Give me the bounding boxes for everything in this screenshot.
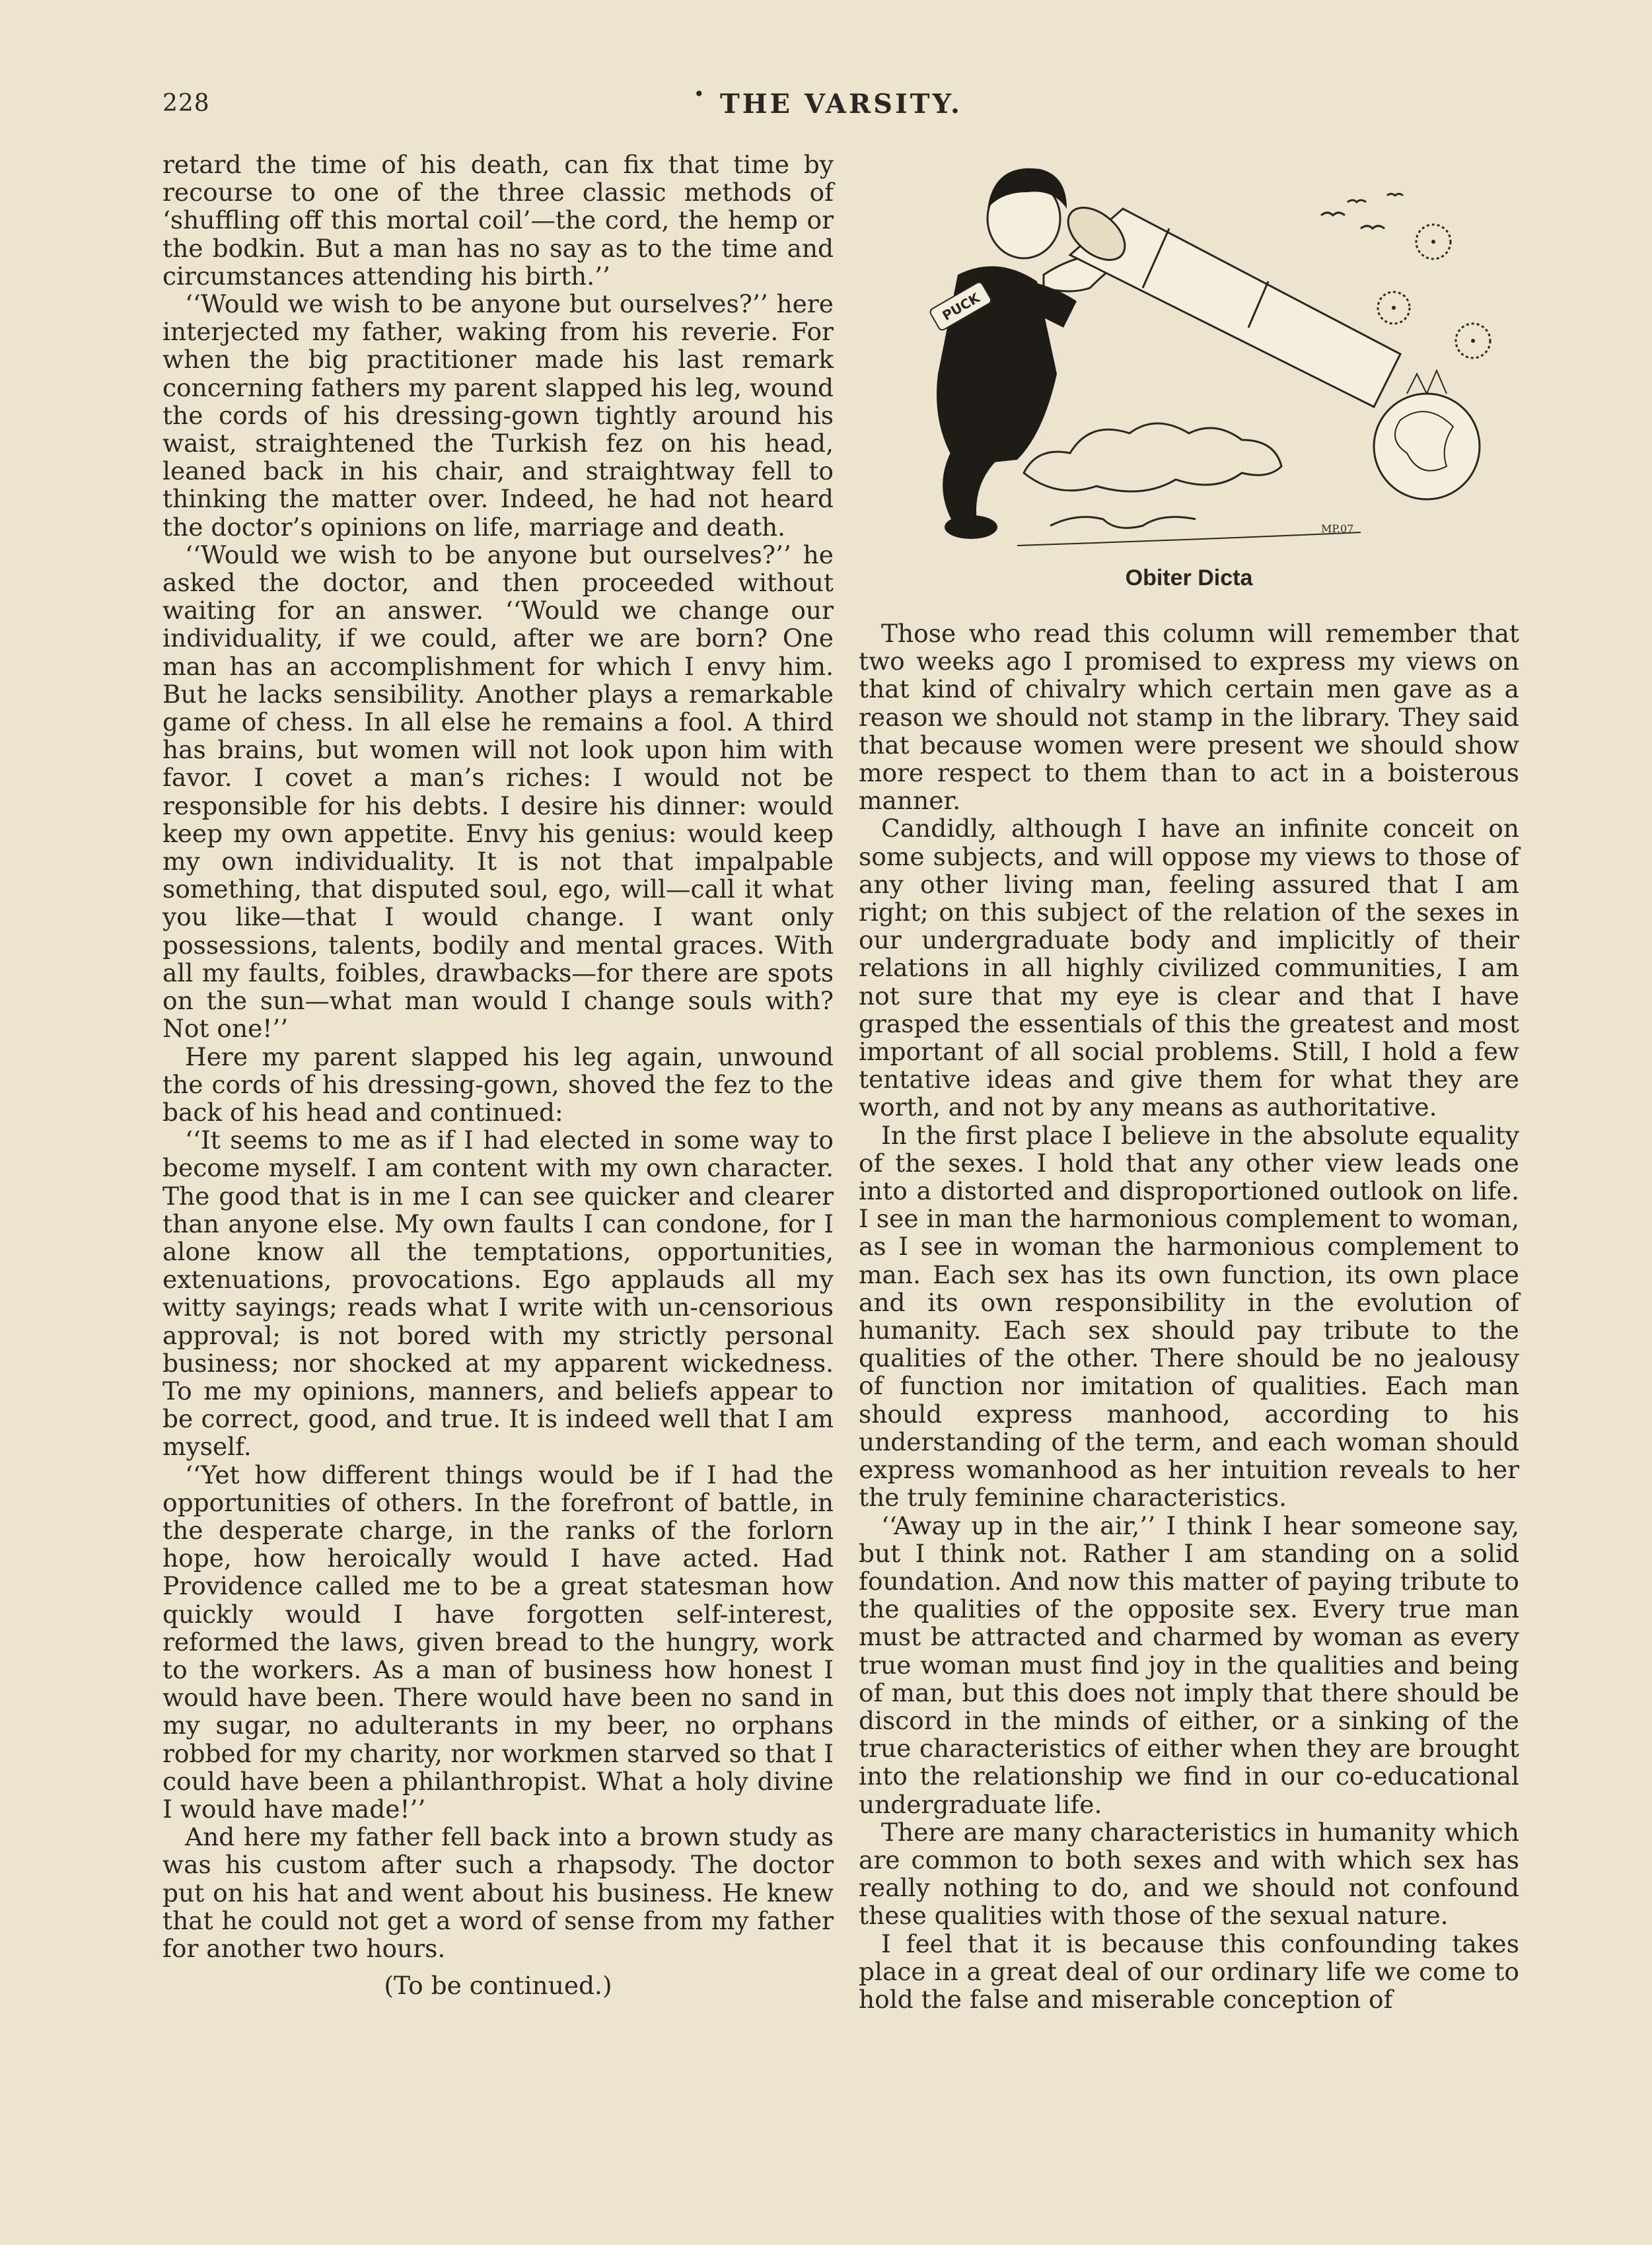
paragraph: ‘‘Would we wish to be anyone but ourselves?’’ he asked the doctor, and then proceeded without waiting for an answer. ‘‘Would we change our individuality, if we could, after we are born? One man has an accomplishment for which I envy him. But he lacks sensibility. Another plays a remarkable game of chess. In all else he remains a fool. A third has brains, but women will not look upon him with favor. I covet a man’s riches: I would not be responsible for his debts. I desire his dinner: would keep my own appetite. Envy his genius: would keep my own individuality. It is not that impalpable something, that disputed soul, ego, will—call it what you like—that I would change. I want only possessions, talents, bodily and mental graces. With all my faults, foibles, drawbacks—for there are spots on the sun—what man would I change souls with? Not one!’’ <box>162 540 834 1044</box>
cloud-shape <box>1050 517 1196 528</box>
bird-icon <box>1347 200 1366 202</box>
illustration-caption: Obiter Dicta <box>1125 565 1253 590</box>
paragraph: ‘‘Yet how different things would be if I had the opportunities of others. In the forefront of battle, in the desperate charge, in the ranks of the forlorn hope, how heroically would I have acted. Had Providence called me to be a great statesman how quickly would I have forgotten self-interest, reformed the laws, given bread to the hungry, work to the workers. As a man of business how honest I would have been. There would have been no sand in my sugar, no adulterants in my beer, no orphans robbed for my charity, nor workmen starved so that I could have been a philanthropist. What a holy divine I would have made!’’ <box>162 1460 834 1824</box>
right-column <box>859 620 1519 2013</box>
paragraph: retard the time of his death, can fix that time by recourse to one of the three classic methods of ‘shuffling off this mortal coil’—the cord, the hemp or the bodkin. But a man has no say as to the time and circumstances attending his birth.’’ <box>162 150 834 291</box>
bird-icon <box>1321 213 1345 215</box>
paragraph: And here my father fell back into a brown study as was his custom after such a rhapsody. The doctor put on his hat and went about his business. He knew that he could not get a word of sense from my father for another two hours. <box>162 1822 834 1963</box>
cloud-shape <box>1024 423 1281 491</box>
masthead-ornament: • <box>694 83 705 105</box>
figure-shoe <box>945 515 997 539</box>
paragraph: ‘‘It seems to me as if I had elected in some way to become myself. I am content with my own character. The good that is in me I can see quicker and clearer than anyone else. My own faults I can condone, for I alone know all the temptations, opportunities, extenuations, provocations. Ego applauds all my witty sayings; reads what I write with un-censorious approval; is not bored with my strictly personal business; nor shocked at my apparent wickedness. To me my opinions, manners, and beliefs appear to be correct, good, and true. It is indeed well that I am myself. <box>162 1125 834 1462</box>
page-header-title: THE VARSITY. <box>720 89 962 120</box>
globe-icon <box>1374 394 1480 499</box>
paragraph: Those who read this column will remember that two weeks ago I promised to express my views on that kind of chivalry which certain men gave as a reason we should not stamp in the library. They said that because women were present we should show more respect to them than to act in a boisterous manner. <box>859 619 1519 816</box>
paragraph: I feel that it is because this confounding takes place in a great deal of our ordinary life we come to hold the false and miserable conception of <box>859 1929 1519 2014</box>
ground-line <box>1017 532 1361 546</box>
paragraph: There are many characteristics in humanity which are common to both sexes and with which sex has really nothing to do, and we should not confound these qualities with those of the sexual nature. <box>859 1817 1519 1931</box>
left-column <box>162 151 834 1999</box>
cartoon-illustration <box>859 156 1519 552</box>
paragraph: Candidly, although I have an infinite conceit on some subjects, and will oppose my views to those of any other living man, feeling assured that I am right; on this subject of the relation of the sexes in our undergraduate body and implicitly of their relations in all highly civilized communities, I am not sure that my eye is clear and that I have grasped the essentials of this the greatest and most important of all social problems. Still, I hold a few tentative ideas and give them for what they are worth, and not by any means as authoritative. <box>859 814 1519 1122</box>
bird-icon <box>1387 194 1403 196</box>
artist-signature: MP.07 <box>1321 522 1354 535</box>
paragraph: ‘‘Would we wish to be anyone but ourselves?’’ here interjected my father, waking from his reverie. For when the big practitioner made his last remark concerning fathers my parent slapped his leg, wound the cords of his dressing-gown tightly around his waist, straightened the Turkish fez on his head, leaned back in his chair, and straightway fell to thinking the matter over. Indeed, he had not heard the doctor’s opinions on life, marriage and death. <box>162 289 834 542</box>
page-number: 228 <box>162 90 210 117</box>
continued-note: (To be continued.) <box>384 1971 612 2001</box>
paragraph: Here my parent slapped his leg again, unwound the cords of his dressing-gown, shoved the fez to the back of his head and continued: <box>162 1042 834 1127</box>
bird-icon <box>1361 226 1384 229</box>
paragraph: In the first place I believe in the absolute equality of the sexes. I hold that any other view leads one into a distorted and disproportioned outlook on life. I see in man the harmonious complement to woman, as I see in woman the harmonious complement to man. Each sex has its own function, its own place and its own responsibility in the evolution of humanity. Each sex should pay tribute to the qualities of the other. There should be no jealousy of function nor imitation of qualities. Each man should express manhood, according to his understanding of the term, and each woman should express womanhood as her intuition reveals to her the truly feminine characteristics. <box>859 1120 1519 1513</box>
paragraph: ‘‘Away up in the air,’’ I think I hear someone say, but I think not. Rather I am standing on a solid foundation. And now this matter of paying tribute to the qualities of the opposite sex. Every true man must be attracted and charmed by woman as every true woman must find joy in the qualities and being of man, but this does not imply that there should be discord in the minds of either, or a sinking of the true characteristics of either when they are brought into the relationship we find in our co-educational undergraduate life. <box>859 1511 1519 1819</box>
badge-label: PUCK <box>939 289 983 324</box>
